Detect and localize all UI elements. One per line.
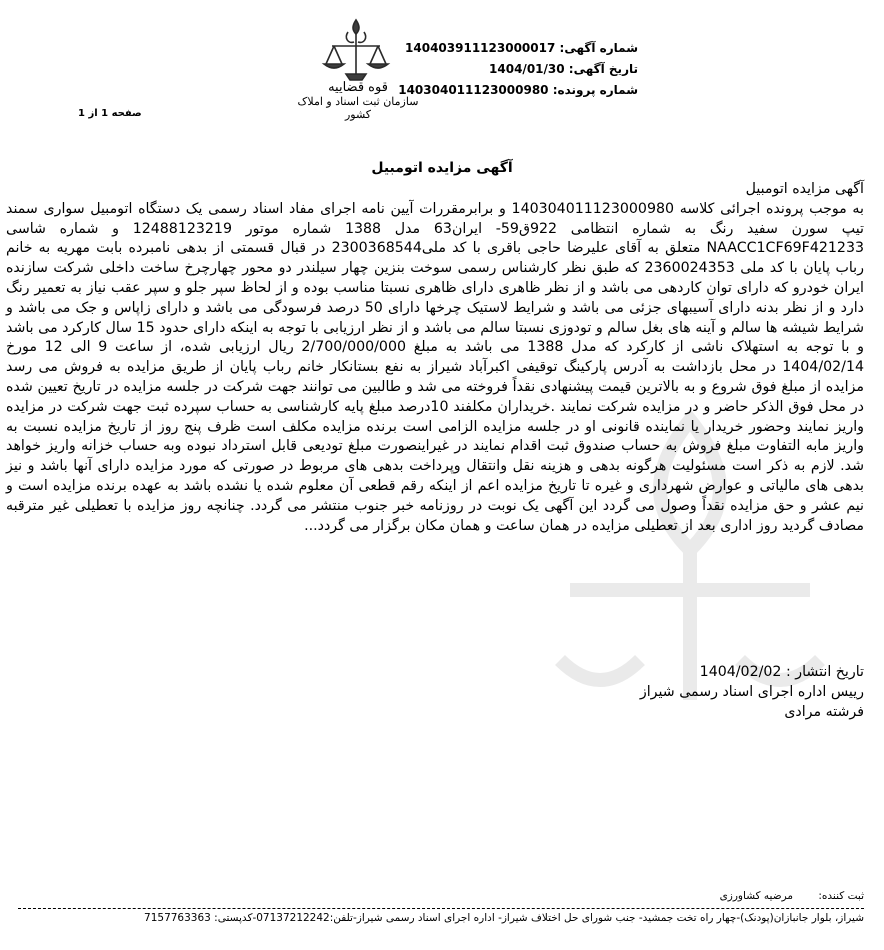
registrar-row xyxy=(18,890,864,906)
body-heading: آگهی مزایده اتومبیل xyxy=(745,181,864,197)
body-paragraph: به موجب پرونده اجرائی کلاسه 140304011123000980 و برابرمقررات آیین نامه اجرای مفاد اسناد رسمی یک دستگاه اتومبیل سواری سمند تیپ سورن سفید رنگ به شماره انتظامی 922ق59- ایران63 مدل 1388 شماره موتور 12488123219 و شماره شاسی NAACC1CF69F421233 متعلق به آقای علیرضا حاجی باقری با کد ملی2300368544 در قبال قسمتی از بدهی نامبرده بابت مهریه به خانم رباب پایان با کد ملی 2360024353 که طبق نظر کارشناس رسمی سوخت بنزین چهار سیلندر دو محور چهارچرخ ساخت داخلی شرکت سازنده ایران خودرو که دارای توان کاردهی می باشد و از نظر ظاهری دارای ظاهری نسبتا مناسب بوده و از لحاظ سپر جلو و سپر عقب نیاز به تعمیر رنگ دارد و از نظر بدنه دارای آسیبهای جزئی می باشد و شرایط لاستیک چرخها دارای 50 درصد فرسودگی می باشد و دارای زاپاس و جک می باشد و شرایط شیشه ها سالم و آینه های بغل سالم و تودوزی نسبتا سالم می باشد و از نظر ارزیابی با توجه به اینکه دارای حدود 15 سال کارکرد می باشد و با توجه به استهلاک ناشی از کارکرد که مدل 1388 می باشد به مبلغ 2/700/000/000 ریال ارزیابی شده، از ساعت 9 الی 12 مورخ 1404/02/14 در محل بازداشت به آدرس پارکینگ توقیفی اکبرآباد شیراز به نفع بستانکار خانم رباب پایان از طریق مزایده به فروش می رسد مزایده از مبلغ فوق شروع و به بالاترین قیمت پیشنهادی نقداً فروخته می شد و طالبین می توانند جهت شرکت در جلسه مزایده در تاریخ تعیین شده در محل فوق الذکر حاضر و در مزایده شرکت نمایند .خریداران مکلفند 10درصد مبلغ پایه کارشناسی به حساب سپرده ثبت جهت شرکت در مزایده واریز نمایند وحضور خریدار یا نماینده قانونی او در جلسه مزایده الزامی است برنده مزایده مکلف است ظرف پنج روز از تاریخ مزایده نسبت به واریز مابه التفاوت مبلغ فروش به حساب صندوق ثبت اقدام نمایند در غیراینصورت مبلغ تودیعی قابل استرداد نبوده وبه حساب خزانه واریز خواهد شد. لازم به ذکر است مسئولیت هرگونه بدهی و هزینه نقل وانتقال وپرداخت بدهی های مربوط در صورتی که مورد مزایده دارای آنها باشد و نیز بدهی های مالیاتی و عوارض شهرداری و غیره تا تاریخ مزایده اعم از اینکه رقم قطعی آن معلوم شده یا نشده باشد به عهده برنده مزایده است و نیم عشر و حق مزایده نقداً وصول می گردد این آگهی یک نوبت در روزنامه خبر جنوب منتشر می گردد. چنانچه روز مزایده با تعطیلی غیر مترقبه مصادف گردید روز اداری بعد از تعطیلی مزایده در همان ساعت و همان مکان برگزار می گردد... xyxy=(6,200,865,534)
ad-date: 1404/01/30 xyxy=(489,62,565,76)
ad-date-row xyxy=(378,59,638,80)
footer-divider xyxy=(18,908,864,909)
file-number: 140304011123000980 xyxy=(398,83,549,97)
ad-number: 140403911123000017 xyxy=(405,41,556,55)
organization-name xyxy=(288,80,428,121)
document-title: آگهی مزایده اتومبیل xyxy=(371,160,513,176)
ad-number-row xyxy=(378,38,638,59)
signer-name: فرشته مرادی xyxy=(784,703,864,720)
file-number-label: شماره پرونده: xyxy=(552,83,638,97)
signature-block xyxy=(6,663,864,722)
publish-date-label: تاریخ انتشار : xyxy=(785,664,864,680)
publish-date-row xyxy=(6,663,864,683)
org-name-line1: قوه قضاییه xyxy=(328,80,388,95)
ad-date-label: تاریخ آگهی: xyxy=(568,62,638,76)
document-body xyxy=(6,180,864,536)
ad-number-label: شماره آگهی: xyxy=(559,41,638,55)
registrar-name: مرضیه کشاورزی xyxy=(719,890,794,902)
page-number: صفحه 1 از 1 xyxy=(78,108,142,119)
signer-position: رییس اداره اجرای اسناد رسمی شیراز xyxy=(639,683,864,700)
footer-address: شیراز، بلوار جانبازان(پودنک)-چهار راه تخت جمشید- جنب شورای حل اختلاف شیراز- اداره اجرای اسناد رسمی شیراز-تلفن:07137212242-کدپستی: 7157763363 xyxy=(144,912,864,924)
document-footer xyxy=(18,890,864,925)
org-name-line2: سازمان ثبت اسناد و املاک کشور xyxy=(297,95,419,121)
registrar-label: ثبت کننده: xyxy=(818,890,864,902)
publish-date: 1404/02/02 xyxy=(699,664,782,680)
